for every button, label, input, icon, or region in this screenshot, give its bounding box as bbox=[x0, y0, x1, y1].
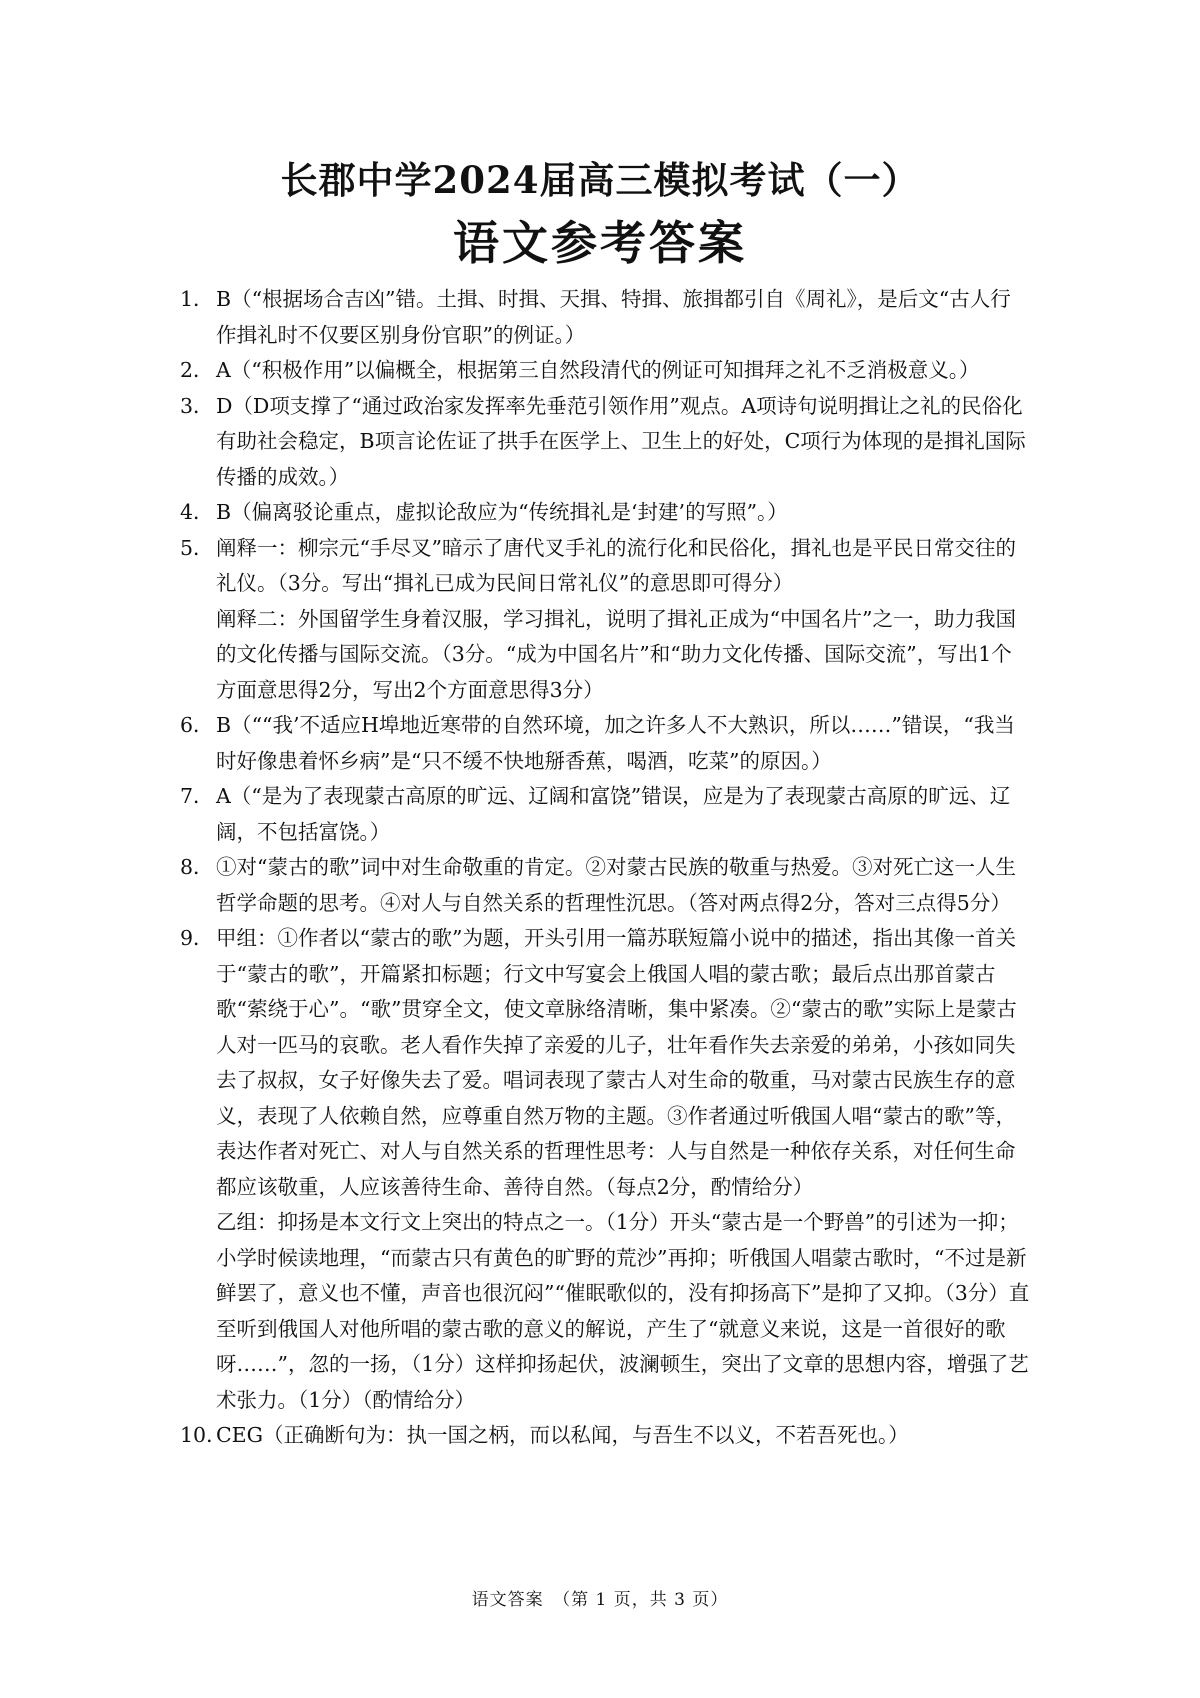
answer-item-5-explanation-2: 阐释二：外国留学生身着汉服，学习揖礼，说明了揖礼正成为“中国名片”之一，助力我国的文化传播与国际交流。（3分。“成为中国名片”和“助力文化传播、国际交流”，写出1个方面意思得2分，写出2个方面意思得3分） bbox=[216, 606, 1016, 702]
answer-text: B（““我’不适应H埠地近寒带的自然环境，加之许多人不大熟识，所以……”错误，“我当时好像患着怀乡病”是“只不缓不快地掰香蕉，喝酒，吃菜”的原因。） bbox=[216, 713, 1015, 773]
exam-title: 长郡中学2024届高三模拟考试（一） bbox=[280, 158, 920, 202]
answer-number: 6． bbox=[180, 713, 214, 737]
answer-number: 10． bbox=[180, 1423, 227, 1447]
page-footer: 语文答案 （第 1 页，共 3 页） bbox=[471, 1590, 729, 1610]
answer-text: 甲组：①作者以“蒙古的歌”为题，开头引用一篇苏联短篇小说中的描述，指出其像一首关于“蒙古的歌”，开篇紧扣标题；行文中写宴会上俄国人唱的蒙古歌；最后点出那首蒙古歌“萦绕于心”。“歌”贯穿全文，使文章脉络清晰，集中紧凑。②“蒙古的歌”实际上是蒙古人对一匹马的哀歌。老人看作失掉了亲爱的儿子，壮年看作失去亲爱的弟弟，小孩如同失去了叔叔，女子好像失去了爱。唱词表现了蒙古人对生命的敬重，马对蒙古民族生存的意义，表现了人依赖自然，应尊重自然万物的主题。③作者通过听俄国人唱“蒙古的歌”等，表达作者对死亡、对人与自然关系的哲理性思考：人与自然是一种依存关系，对任何生命都应该敬重，人应该善待生命、善待自然。（每点2分，酌情给分） bbox=[216, 926, 1017, 1199]
answer-number: 8． bbox=[180, 855, 214, 879]
answer-text: CEG（正确断句为：执一国之柄，而以私闻，与吾生不以义，不若吾死也。） bbox=[216, 1423, 909, 1447]
answer-item-9-group-b: 乙组：抑扬是本文行文上突出的特点之一。（1分）开头“蒙古是一个野兽”的引述为一抑；小学时候读地理，“而蒙古只有黄色的旷野的荒沙”再抑；听俄国人唱蒙古歌时，“不过是新鲜罢了，意义也不懂，声音也很沉闷”“催眠歌似的，没有抑扬高下”是抑了又抑。（3分）直至听到俄国人对他所唱的蒙古歌的意义的解说，产生了“就意义来说，这是一首很好的歌呀……”，忽的一扬，（1分）这样抑扬起伏，波澜顿生，突出了文章的思想内容，增强了艺术张力。（1分）（酌情给分） bbox=[216, 1210, 1030, 1412]
answer-item-1 bbox=[180, 282, 1030, 353]
answer-key-title: 语文参考答案 bbox=[453, 216, 747, 270]
answer-number: 1． bbox=[180, 287, 214, 311]
answer-number: 3． bbox=[180, 393, 214, 418]
answer-item-5 bbox=[180, 531, 1030, 602]
answer-text: B（偏离驳论重点，虚拟论敌应为“传统揖礼是‘封建’的写照”。） bbox=[216, 500, 788, 524]
answer-item-6 bbox=[180, 708, 1030, 779]
answer-number: 4． bbox=[180, 500, 214, 524]
answer-text: B（“根据场合吉凶”错。土揖、时揖、天揖、特揖、旅揖都引自《周礼》，是后文“古人行作揖礼时不仅要区别身份官职”的例证。） bbox=[216, 287, 1011, 347]
answer-item-4 bbox=[180, 495, 1030, 531]
answer-item-8 bbox=[180, 850, 1030, 921]
answer-number: 2． bbox=[180, 358, 214, 382]
answer-text: 阐释一：柳宗元“手尽叉”暗示了唐代叉手礼的流行化和民俗化，揖礼也是平民日常交往的礼仪。（3分。写出“揖礼已成为民间日常礼仪”的意思即可得分） bbox=[216, 535, 1016, 595]
answer-list bbox=[180, 282, 1030, 1454]
answer-number: 5． bbox=[180, 535, 214, 560]
answer-text: D（D项支撑了“通过政治家发挥率先垂范引领作用”观点。A项诗句说明揖让之礼的民俗化有助社会稳定，B项言论佐证了拱手在医学上、卫生上的好处，C项行为体现的是揖礼国际传播的成效。） bbox=[216, 393, 1026, 489]
answer-number: 9． bbox=[180, 926, 214, 950]
answer-item-7 bbox=[180, 779, 1030, 850]
answer-number: 7． bbox=[180, 784, 214, 808]
answer-text: A（“是为了表现蒙古高原的旷远、辽阔和富饶”错误，应是为了表现蒙古高原的旷远、辽阔，不包括富饶。） bbox=[216, 784, 1011, 844]
answer-item-9 bbox=[180, 921, 1030, 1205]
answer-item-3 bbox=[180, 389, 1030, 496]
answer-text: A（“积极作用”以偏概全，根据第三自然段清代的例证可知揖拜之礼不乏消极意义。） bbox=[216, 358, 980, 382]
answer-text: ①对“蒙古的歌”词中对生命敬重的肯定。②对蒙古民族的敬重与热爱。③对死亡这一人生哲学命题的思考。④对人与自然关系的哲理性沉思。（答对两点得2分，答对三点得5分） bbox=[216, 855, 1016, 915]
answer-item-2 bbox=[180, 353, 1030, 389]
answer-item-10 bbox=[180, 1418, 1030, 1454]
